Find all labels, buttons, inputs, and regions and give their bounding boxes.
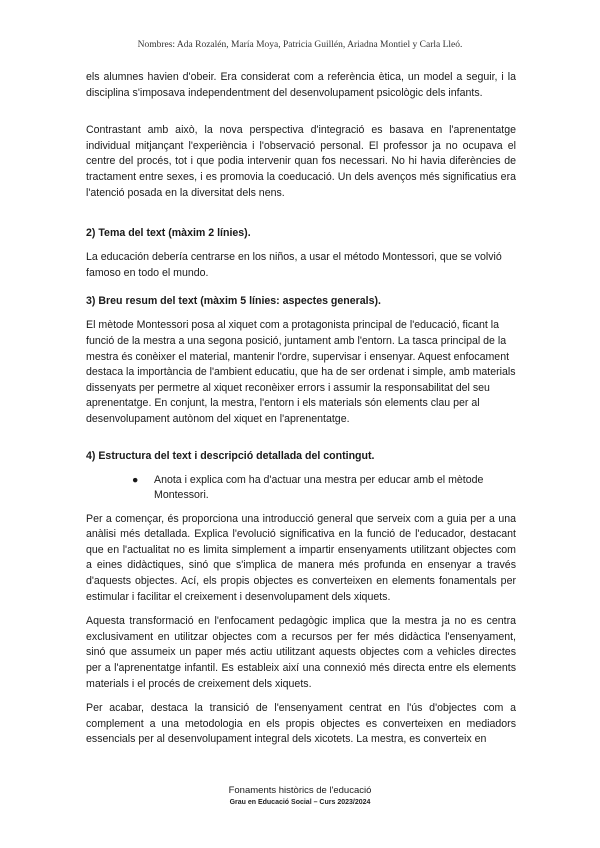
footer-degree: Grau en Educació Social – Curs 2023/2024 [229, 799, 371, 806]
document-body [86, 70, 516, 757]
section-4-heading: 4) Estructura del text i descripció detallada del contingut. [86, 449, 375, 462]
page-footer [0, 784, 600, 809]
page-header: Nombres: Ada Rozalén, María Moya, Patricia Guillén, Ariadna Montiel y Carla Lleó. [137, 40, 463, 50]
section-4-paragraph-2: Aquesta transformació en l'enfocament pedagògic implica que la mestra ja no es centra exclusivament en utilitzar objectes com a recursos per fer més didàctica l'ensenyament, sinó que assumeix un paper més actiu utilitzant aquests objectes com a vehicles directes per a l'aprenentatge infantil. Es estableix així una connexió més directa entre els elements materials i el procés de creixement dels xiquets. [86, 615, 516, 690]
intro-paragraph-1: els alumnes havien d'obeir. Era considerat com a referència ètica, un model a seguir, i la disciplina s'imposava independentment del desenvolupament psicològic dels infants. [86, 71, 516, 99]
section-3-text: El mètode Montessori posa al xiquet com a protagonista principal de l'educació, ficant la funció de la mestra a una segona posició, juntament amb l'entorn. La tasca principal de la mestra és conèixer el material, mantenir l'ordre, supervisar i ensenyar. Aquest enfocament destaca la importància de l'ambient educatiu, que ha de ser ordenat i simple, amb materials dissenyats per permetre al xiquet reconèixer errors i assumir la responsabilitat del seu aprenentatge. En conjunt, la mestra, l'entorn i els materials són elements clau per al desenvolupament autònom del xiquet en l'aprenentatge. [86, 319, 516, 425]
section-2-text: La educación debería centrarse en los niños, a usar el método Montessori, que se volvió famoso en todo el mundo. [86, 251, 502, 279]
bullet-icon: ● [132, 473, 139, 486]
section-2-heading: 2) Tema del text (màxim 2 línies). [86, 227, 251, 240]
intro-paragraph-2: Contrastant amb això, la nova perspectiva d'integració es basava en l'aprenentatge individual mitjançant l'experiència i l'observació personal. El professor ja no ocupava el centre del procés, tot i que podia intervenir quan fos necessari. No hi havia diferències de tractament entre sexes, i es promovia la coeducació. Un dels avenços més significatius era l'atenció posada en la diversitat dels nens. [86, 124, 516, 199]
bullet-text: Anota i explica com ha d'actuar una mestra per educar amb el mètode Montessori. [154, 473, 484, 502]
section-3-heading: 3) Breu resum del text (màxim 5 línies: aspectes generals). [86, 295, 381, 308]
section-4-paragraph-3: Per acabar, destaca la transició de l'ensenyament centrat en l'ús d'objectes com a complement a una metodologia en els propis objectes es converteixen en mediadors essencials per al desenvolupament integral dels xicotets. La mestra, es converteix en [86, 702, 516, 746]
bullet-item [132, 473, 516, 504]
footer-course: Fonaments històrics de l'educació [228, 785, 372, 796]
section-4-paragraph-1: Per a començar, és proporciona una introducció general que serveix com a guia per a una anàlisi més detallada. Explica l'evolució significativa en la funció de l'educador, destacant que en l'actualitat no es limita simplement a impartir ensenyaments utilitzant objectes com a eines didàctiques, sinó que s'implica de manera més profunda en ensenyar a través d'aquests objectes. Ací, els propis objectes es converteixen en elements fonamentals per estimular i facilitar el creixement i desenvolupament dels xiquets. [86, 512, 516, 603]
